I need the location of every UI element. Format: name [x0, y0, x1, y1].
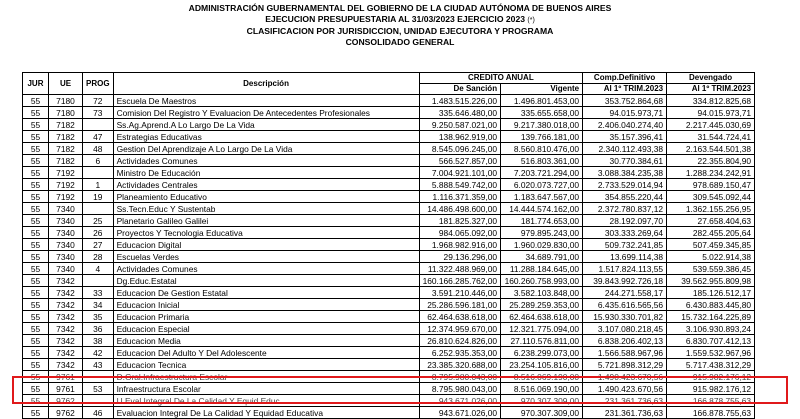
cell-ue: 7182 [49, 131, 83, 143]
cell-comp: 2.733.529.014,94 [583, 179, 667, 191]
col-jur: JUR [23, 73, 49, 95]
cell-desc: U.Eval.Integral De La Calidad Y Equid.Educ [113, 395, 419, 407]
consolidated-line: CONSOLIDADO GENERAL [345, 37, 455, 47]
cell-vigente: 6.020.073.727,00 [501, 179, 583, 191]
cell-dev: 915.982.176,12 [667, 383, 755, 395]
cell-ue: 7340 [49, 203, 83, 215]
cell-dev: 166.878.755,63 [667, 395, 755, 407]
cell-sancion: 8.545.096.245,00 [419, 143, 501, 155]
cell-sancion: 138.962.919,00 [419, 131, 501, 143]
cell-ue: 9762 [49, 395, 83, 407]
cell-comp: 1.517.824.113,55 [583, 263, 667, 275]
cell-ue: 7342 [49, 299, 83, 311]
report-heading [0, 3, 800, 48]
cell-prog: 43 [83, 359, 114, 371]
cell-ue: 7342 [49, 287, 83, 299]
cell-dev: 3.106.930.893,24 [667, 323, 755, 335]
cell-dev: 1.288.234.242,91 [667, 167, 755, 179]
cell-dev: 5.022.914,38 [667, 251, 755, 263]
cell-comp: 35.157.396,41 [583, 131, 667, 143]
cell-sancion: 566.527.857,00 [419, 155, 501, 167]
cell-comp: 353.752.864,68 [583, 95, 667, 107]
table-row [23, 383, 755, 395]
cell-jur: 55 [23, 251, 49, 263]
cell-sancion: 62.464.638.618,00 [419, 311, 501, 323]
cell-sancion: 26.810.624.826,00 [419, 335, 501, 347]
cell-ue: 7340 [49, 227, 83, 239]
table-row [23, 275, 755, 287]
cell-sancion: 335.646.480,00 [419, 107, 501, 119]
cell-desc: Dg.Educ.Estatal [113, 275, 419, 287]
cell-desc: Educacion Primaria [113, 311, 419, 323]
table-row [23, 299, 755, 311]
cell-ue: 7340 [49, 215, 83, 227]
col-dev-period: Al 1º TRIM.2023 [667, 84, 755, 95]
cell-jur: 55 [23, 383, 49, 395]
cell-jur: 55 [23, 107, 49, 119]
cell-jur: 55 [23, 311, 49, 323]
cell-prog: 72 [83, 95, 114, 107]
cell-vigente: 1.183.647.567,00 [501, 191, 583, 203]
cell-comp: 303.333.269,64 [583, 227, 667, 239]
cell-jur: 55 [23, 215, 49, 227]
cell-jur: 55 [23, 227, 49, 239]
table-row [23, 323, 755, 335]
cell-desc: Gestion Del Aprendizaje A Lo Largo De La Vida [113, 143, 419, 155]
cell-comp: 2.340.112.493,38 [583, 143, 667, 155]
cell-jur: 55 [23, 263, 49, 275]
cell-desc: Educacion Del Adulto Y Del Adolescente [113, 347, 419, 359]
cell-dev: 6.830.707.412,13 [667, 335, 755, 347]
cell-comp: 3.088.384.235,38 [583, 167, 667, 179]
cell-prog: 27 [83, 239, 114, 251]
cell-comp: 15.930.330.701,82 [583, 311, 667, 323]
cell-vigente: 62.464.638.618,00 [501, 311, 583, 323]
cell-prog: 46 [83, 407, 114, 419]
table-row [23, 215, 755, 227]
cell-desc: Actividades Comunes [113, 155, 419, 167]
cell-prog: 19 [83, 191, 114, 203]
cell-comp: 1.490.423.670,56 [583, 383, 667, 395]
cell-dev: 507.459.345,85 [667, 239, 755, 251]
cell-vigente: 8.516.069.190,00 [501, 371, 583, 383]
cell-desc: Educacion Inicial [113, 299, 419, 311]
footnote-marker: (*) [527, 17, 535, 24]
cell-jur: 55 [23, 95, 49, 107]
cell-jur: 55 [23, 191, 49, 203]
cell-vigente: 8.516.069.190,00 [501, 383, 583, 395]
cell-comp: 231.361.736,63 [583, 395, 667, 407]
cell-jur: 55 [23, 407, 49, 419]
cell-ue: 7342 [49, 347, 83, 359]
cell-vigente: 160.260.758.993,00 [501, 275, 583, 287]
cell-desc: Educacion Tecnica [113, 359, 419, 371]
cell-ue: 7180 [49, 107, 83, 119]
cell-jur: 55 [23, 119, 49, 131]
cell-sancion: 181.825.327,00 [419, 215, 501, 227]
cell-comp: 244.271.558,17 [583, 287, 667, 299]
cell-dev: 309.545.092,44 [667, 191, 755, 203]
cell-dev: 334.812.825,68 [667, 95, 755, 107]
cell-sancion: 23.385.320.688,00 [419, 359, 501, 371]
col-ue: UE [49, 73, 83, 95]
cell-vigente: 11.288.184.645,00 [501, 263, 583, 275]
cell-dev: 6.430.883.445,80 [667, 299, 755, 311]
cell-prog: 35 [83, 311, 114, 323]
table-row [23, 251, 755, 263]
cell-dev: 27.658.404,63 [667, 215, 755, 227]
cell-desc: Ministro De Educación [113, 167, 419, 179]
cell-dev: 39.562.955.809,98 [667, 275, 755, 287]
cell-jur: 55 [23, 299, 49, 311]
cell-comp: 6.435.616.565,56 [583, 299, 667, 311]
cell-jur: 55 [23, 155, 49, 167]
cell-jur: 55 [23, 395, 49, 407]
cell-jur: 55 [23, 347, 49, 359]
table-row [23, 287, 755, 299]
cell-sancion: 8.795.980.043,00 [419, 383, 501, 395]
cell-sancion: 5.888.549.742,00 [419, 179, 501, 191]
table-row [23, 203, 755, 215]
cell-ue: 7342 [49, 359, 83, 371]
col-credito-anual: CREDITO ANUAL [419, 73, 583, 84]
cell-jur: 55 [23, 179, 49, 191]
cell-comp: 231.361.736,63 [583, 407, 667, 419]
table-row [23, 407, 755, 419]
cell-vigente: 3.582.103.848,00 [501, 287, 583, 299]
cell-sancion: 11.322.488.969,00 [419, 263, 501, 275]
cell-ue: 9761 [49, 383, 83, 395]
cell-vigente: 23.254.105.816,00 [501, 359, 583, 371]
cell-jur: 55 [23, 275, 49, 287]
cell-prog: 34 [83, 299, 114, 311]
cell-comp: 2.406.040.274,40 [583, 119, 667, 131]
cell-jur: 55 [23, 335, 49, 347]
cell-vigente: 979.895.243,00 [501, 227, 583, 239]
report-subtitle [0, 14, 800, 26]
cell-desc: Proyectos Y Tecnologia Educativa [113, 227, 419, 239]
cell-sancion: 1.483.515.226,00 [419, 95, 501, 107]
table-row [23, 227, 755, 239]
cell-prog: 73 [83, 107, 114, 119]
cell-sancion: 6.252.935.353,00 [419, 347, 501, 359]
cell-prog: 25 [83, 215, 114, 227]
cell-comp: 354.855.220,44 [583, 191, 667, 203]
cell-prog [83, 395, 114, 407]
cell-prog: 47 [83, 131, 114, 143]
cell-dev: 2.163.544.501,38 [667, 143, 755, 155]
budget-table [22, 72, 755, 419]
cell-vigente: 6.238.299.073,00 [501, 347, 583, 359]
cell-jur: 55 [23, 131, 49, 143]
cell-dev: 15.732.164.225,89 [667, 311, 755, 323]
cell-comp: 30.770.384,61 [583, 155, 667, 167]
table-row [23, 239, 755, 251]
cell-vigente: 970.307.309,00 [501, 407, 583, 419]
cell-prog: 48 [83, 143, 114, 155]
cell-prog [83, 119, 114, 131]
cell-desc: Escuelas Verdes [113, 251, 419, 263]
cell-ue: 9762 [49, 407, 83, 419]
cell-dev: 94.015.973,71 [667, 107, 755, 119]
cell-desc: D.Gral.Infraestructura Escolar [113, 371, 419, 383]
cell-desc: Ss.Ag.Aprend.A Lo Largo De La Vida [113, 119, 419, 131]
cell-sancion: 943.671.026,00 [419, 407, 501, 419]
cell-comp: 509.732.241,85 [583, 239, 667, 251]
cell-vigente: 1.960.029.830,00 [501, 239, 583, 251]
report-title: ADMINISTRACIÓN GUBERNAMENTAL DEL GOBIERNO DE LA CIUDAD AUTÓNOMA DE BUENOS AIRES [188, 3, 612, 13]
cell-prog: 26 [83, 227, 114, 239]
cell-prog: 1 [83, 179, 114, 191]
cell-ue: 7180 [49, 95, 83, 107]
col-comp-definitivo: Comp.Definitivo [583, 73, 667, 84]
cell-ue: 7342 [49, 275, 83, 287]
cell-dev: 2.217.445.030,69 [667, 119, 755, 131]
col-devengado: Devengado [667, 73, 755, 84]
cell-vigente: 8.560.810.476,00 [501, 143, 583, 155]
cell-comp: 13.699.114,38 [583, 251, 667, 263]
col-prog: PROG [83, 73, 114, 95]
cell-prog: 6 [83, 155, 114, 167]
cell-vigente: 1.496.801.453,00 [501, 95, 583, 107]
cell-prog: 33 [83, 287, 114, 299]
cell-prog [83, 275, 114, 287]
col-comp-period: Al 1º TRIM.2023 [583, 84, 667, 95]
cell-prog: 4 [83, 263, 114, 275]
table-row [23, 131, 755, 143]
table-row [23, 263, 755, 275]
cell-vigente: 516.803.361,00 [501, 155, 583, 167]
table-row [23, 395, 755, 407]
cell-desc: Ss.Tecn.Educ Y Sustentab [113, 203, 419, 215]
cell-vigente: 12.321.775.094,00 [501, 323, 583, 335]
cell-desc: Infraestructura Escolar [113, 383, 419, 395]
table-row [23, 179, 755, 191]
cell-prog: 42 [83, 347, 114, 359]
cell-ue: 7340 [49, 251, 83, 263]
cell-comp: 5.721.898.312,29 [583, 359, 667, 371]
cell-vigente: 25.289.259.353,00 [501, 299, 583, 311]
cell-jur: 55 [23, 203, 49, 215]
cell-comp: 2.372.780.837,12 [583, 203, 667, 215]
cell-sancion: 160.166.285.762,00 [419, 275, 501, 287]
cell-jur: 55 [23, 167, 49, 179]
cell-sancion: 3.591.210.446,00 [419, 287, 501, 299]
cell-ue: 7340 [49, 263, 83, 275]
col-de-sancion: De Sanción [419, 84, 501, 95]
cell-vigente: 14.444.574.162,00 [501, 203, 583, 215]
table-row [23, 119, 755, 131]
cell-prog [83, 203, 114, 215]
cell-prog: 38 [83, 335, 114, 347]
execution-line: EJECUCION PRESUPUESTARIA AL 31/03/2023 EJERCICIO 2023 [265, 14, 526, 24]
cell-vigente: 27.110.576.811,00 [501, 335, 583, 347]
cell-dev: 282.455.205,64 [667, 227, 755, 239]
table-row [23, 359, 755, 371]
cell-comp: 1.566.588.967,96 [583, 347, 667, 359]
cell-dev: 185.126.512,17 [667, 287, 755, 299]
cell-jur: 55 [23, 371, 49, 383]
cell-prog [83, 371, 114, 383]
cell-prog: 53 [83, 383, 114, 395]
cell-vigente: 9.217.380.018,00 [501, 119, 583, 131]
cell-sancion: 943.671.026,00 [419, 395, 501, 407]
cell-ue: 7182 [49, 143, 83, 155]
cell-comp: 94.015.973,71 [583, 107, 667, 119]
cell-sancion: 7.004.921.101,00 [419, 167, 501, 179]
cell-dev: 31.544.724,41 [667, 131, 755, 143]
cell-desc: Evaluacion Integral De La Calidad Y Equidad Educativa [113, 407, 419, 419]
cell-jur: 55 [23, 239, 49, 251]
cell-desc: Planetario Galileo Galilei [113, 215, 419, 227]
classification-line: CLASIFICACION POR JURISDICCION, UNIDAD EJECUTORA Y PROGRAMA [246, 26, 554, 36]
cell-dev: 1.362.155.256,95 [667, 203, 755, 215]
cell-comp: 39.843.992.726,18 [583, 275, 667, 287]
cell-sancion: 12.374.959.670,00 [419, 323, 501, 335]
cell-prog: 28 [83, 251, 114, 263]
table-row [23, 95, 755, 107]
table-row [23, 107, 755, 119]
cell-ue: 7342 [49, 323, 83, 335]
table-row [23, 347, 755, 359]
cell-ue: 7342 [49, 335, 83, 347]
header-row-top [23, 73, 755, 84]
table-row [23, 143, 755, 155]
cell-sancion: 1.968.982.916,00 [419, 239, 501, 251]
cell-dev: 915.982.176,12 [667, 371, 755, 383]
cell-vigente: 181.774.653,00 [501, 215, 583, 227]
cell-ue: 7340 [49, 239, 83, 251]
cell-desc: Educacion Especial [113, 323, 419, 335]
cell-sancion: 14.486.498.600,00 [419, 203, 501, 215]
cell-desc: Comision Del Registro Y Evaluacion De Antecedentes Profesionales [113, 107, 419, 119]
cell-vigente: 34.689.791,00 [501, 251, 583, 263]
cell-ue: 9761 [49, 371, 83, 383]
cell-dev: 539.559.386,45 [667, 263, 755, 275]
cell-comp: 3.107.080.218,45 [583, 323, 667, 335]
cell-comp: 6.838.206.402,13 [583, 335, 667, 347]
cell-sancion: 1.116.371.359,00 [419, 191, 501, 203]
cell-ue: 7342 [49, 311, 83, 323]
cell-desc: Educacion De Gestion Estatal [113, 287, 419, 299]
cell-vigente: 139.766.181,00 [501, 131, 583, 143]
cell-ue: 7192 [49, 191, 83, 203]
col-descripcion: Descripción [113, 73, 419, 95]
cell-vigente: 335.655.658,00 [501, 107, 583, 119]
cell-desc: Planeamiento Educativo [113, 191, 419, 203]
table-row [23, 191, 755, 203]
cell-ue: 7192 [49, 167, 83, 179]
cell-prog: 36 [83, 323, 114, 335]
cell-desc: Estrategias Educativas [113, 131, 419, 143]
table-row [23, 335, 755, 347]
cell-prog [83, 167, 114, 179]
cell-comp: 28.192.097,70 [583, 215, 667, 227]
cell-jur: 55 [23, 323, 49, 335]
cell-dev: 1.559.532.967,96 [667, 347, 755, 359]
cell-desc: Actividades Centrales [113, 179, 419, 191]
cell-sancion: 25.286.596.181,00 [419, 299, 501, 311]
cell-sancion: 29.136.296,00 [419, 251, 501, 263]
cell-jur: 55 [23, 359, 49, 371]
cell-desc: Escuela De Maestros [113, 95, 419, 107]
cell-desc: Educacion Digital [113, 239, 419, 251]
cell-dev: 166.878.755,63 [667, 407, 755, 419]
table-row [23, 167, 755, 179]
table-row [23, 311, 755, 323]
cell-dev: 5.717.438.312,29 [667, 359, 755, 371]
cell-ue: 7192 [49, 179, 83, 191]
cell-jur: 55 [23, 143, 49, 155]
cell-ue: 7182 [49, 119, 83, 131]
cell-sancion: 8.795.980.043,00 [419, 371, 501, 383]
cell-comp: 1.490.423.670,56 [583, 371, 667, 383]
cell-vigente: 970.307.309,00 [501, 395, 583, 407]
cell-desc: Actividades Comunes [113, 263, 419, 275]
cell-sancion: 9.250.587.021,00 [419, 119, 501, 131]
cell-ue: 7182 [49, 155, 83, 167]
cell-jur: 55 [23, 287, 49, 299]
cell-dev: 978.689.150,47 [667, 179, 755, 191]
table-row [23, 371, 755, 383]
col-vigente: Vigente [501, 84, 583, 95]
cell-desc: Educacion Media [113, 335, 419, 347]
cell-vigente: 7.203.721.294,00 [501, 167, 583, 179]
table-row [23, 155, 755, 167]
cell-dev: 22.355.804,90 [667, 155, 755, 167]
cell-sancion: 984.065.092,00 [419, 227, 501, 239]
